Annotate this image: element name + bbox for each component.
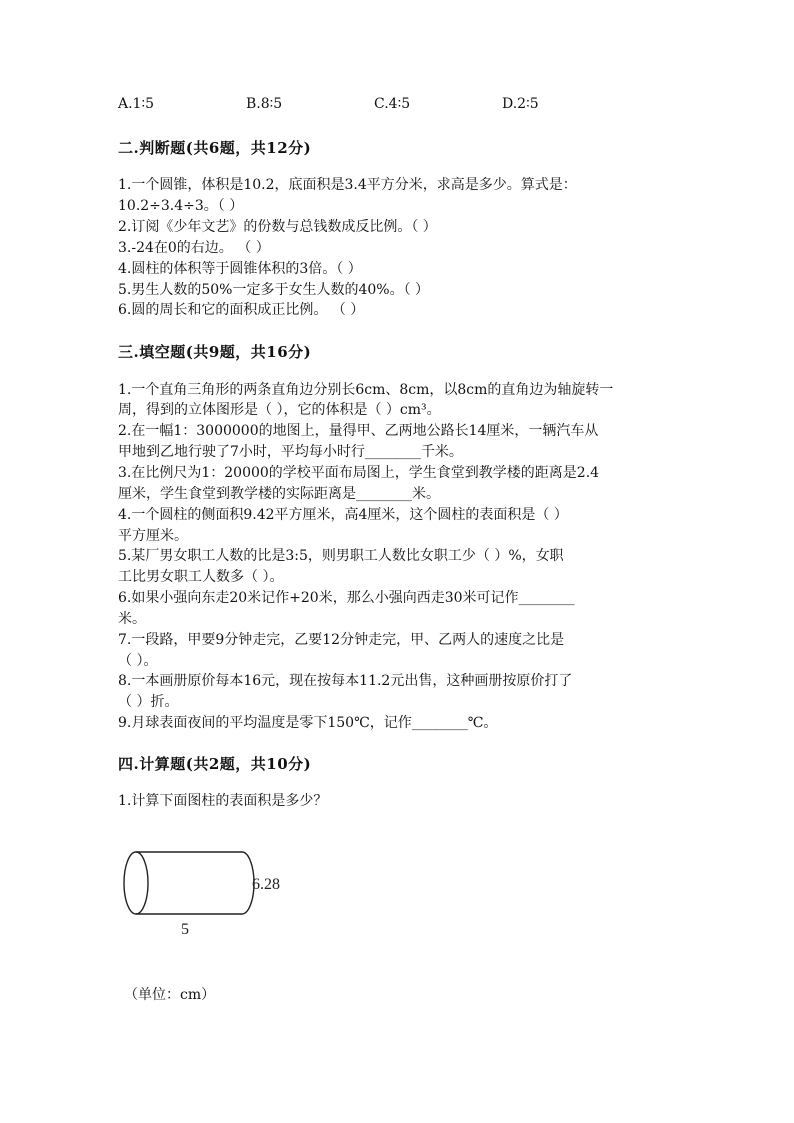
answer-options xyxy=(118,96,718,118)
unit-note: （单位：cm） xyxy=(124,987,216,1003)
cylinder-figure xyxy=(118,840,318,940)
cylinder-height-label: 6.28 xyxy=(252,876,280,893)
fill-blank-line: 工比男女职工人数多（ ）。 xyxy=(118,569,284,585)
section-title-fill-blank: 三.填空题(共9题，共16分) xyxy=(118,343,312,361)
judgement-line: 1.一个圆锥，体积是10.2，底面积是3.4平方分米，求高是多少。算式是： xyxy=(118,177,577,193)
fill-blank-line: 2.在一幅1：3000000的地图上，量得甲、乙两地公路长14厘米，一辆汽车从 xyxy=(118,423,599,439)
fill-blank-line: 8.一本画册原价每本16元，现在按每本11.2元出售，这种画册按原价打了 xyxy=(118,673,573,689)
fill-blank-line: 1.一个直角三角形的两条直角边分别长6cm、8cm，以8cm的直角边为轴旋转一 xyxy=(118,382,614,398)
judgement-line: 4.圆柱的体积等于圆锥体积的3倍。（ ） xyxy=(118,261,362,277)
cylinder-outline xyxy=(136,852,254,914)
fill-blank-line: 5.某厂男女职工人数的比是3:5，则男职工人数比女职工少（ ）%，女职 xyxy=(118,548,564,564)
section-title-judgement: 二.判断题(共6题，共12分) xyxy=(118,139,312,157)
fill-blank-line: 7.一段路，甲要9分钟走完，乙要12分钟走完，甲、乙两人的速度之比是 xyxy=(118,632,565,648)
fill-blank-line: 6.如果小强向东走20米记作+20米，那么小强向西走30米可记作________ xyxy=(118,590,575,606)
judgement-line: 2.订阅《少年文艺》的份数与总钱数成反比例。（ ） xyxy=(118,219,437,235)
fill-blank-line: 甲地到乙地行驶了7小时，平均每小时行________千米。 xyxy=(118,444,463,460)
calculation-line: 1.计算下面图柱的表面积是多少？ xyxy=(118,793,328,809)
cylinder-left-base xyxy=(124,852,148,914)
cylinder-length-label: 5 xyxy=(181,921,189,938)
fill-blank-line: 周，得到的立体图形是（ ），它的体积是（ ）cm³。 xyxy=(118,402,441,418)
fill-blank-line: 4.一个圆柱的侧面积9.42平方厘米，高4厘米，这个圆柱的表面积是（ ） xyxy=(118,507,568,523)
fill-blank-line: 米。 xyxy=(118,611,146,627)
judgement-line: 6.圆的周长和它的面积成正比例。 （ ） xyxy=(118,302,365,318)
judgement-line: 5.男生人数的50%一定多于女生人数的40%。（ ） xyxy=(118,282,430,298)
option-d: D.2∶5 xyxy=(502,96,539,112)
fill-blank-line: （ ）。 xyxy=(118,653,158,669)
fill-blank-line: 厘米，学生食堂到教学楼的实际距离是________米。 xyxy=(118,486,440,502)
fill-blank-line: 平方厘米。 xyxy=(118,528,188,544)
section-title-calculation: 四.计算题(共2题，共10分) xyxy=(118,755,312,773)
option-c: C.4∶5 xyxy=(374,96,411,112)
option-b: B.8∶5 xyxy=(246,96,283,112)
fill-blank-line: （ ）折。 xyxy=(118,694,179,710)
fill-blank-line: 9.月球表面夜间的平均温度是零下150℃，记作________℃。 xyxy=(118,715,498,731)
fill-blank-line: 3.在比例尺为1：20000的学校平面布局图上，学生食堂到教学楼的距离是2.4 xyxy=(118,465,600,481)
judgement-line: 10.2÷3.4÷3。（ ） xyxy=(118,198,244,214)
option-a: A.1∶5 xyxy=(118,96,155,112)
judgement-line: 3.-24在0的右边。 （ ） xyxy=(118,240,270,256)
